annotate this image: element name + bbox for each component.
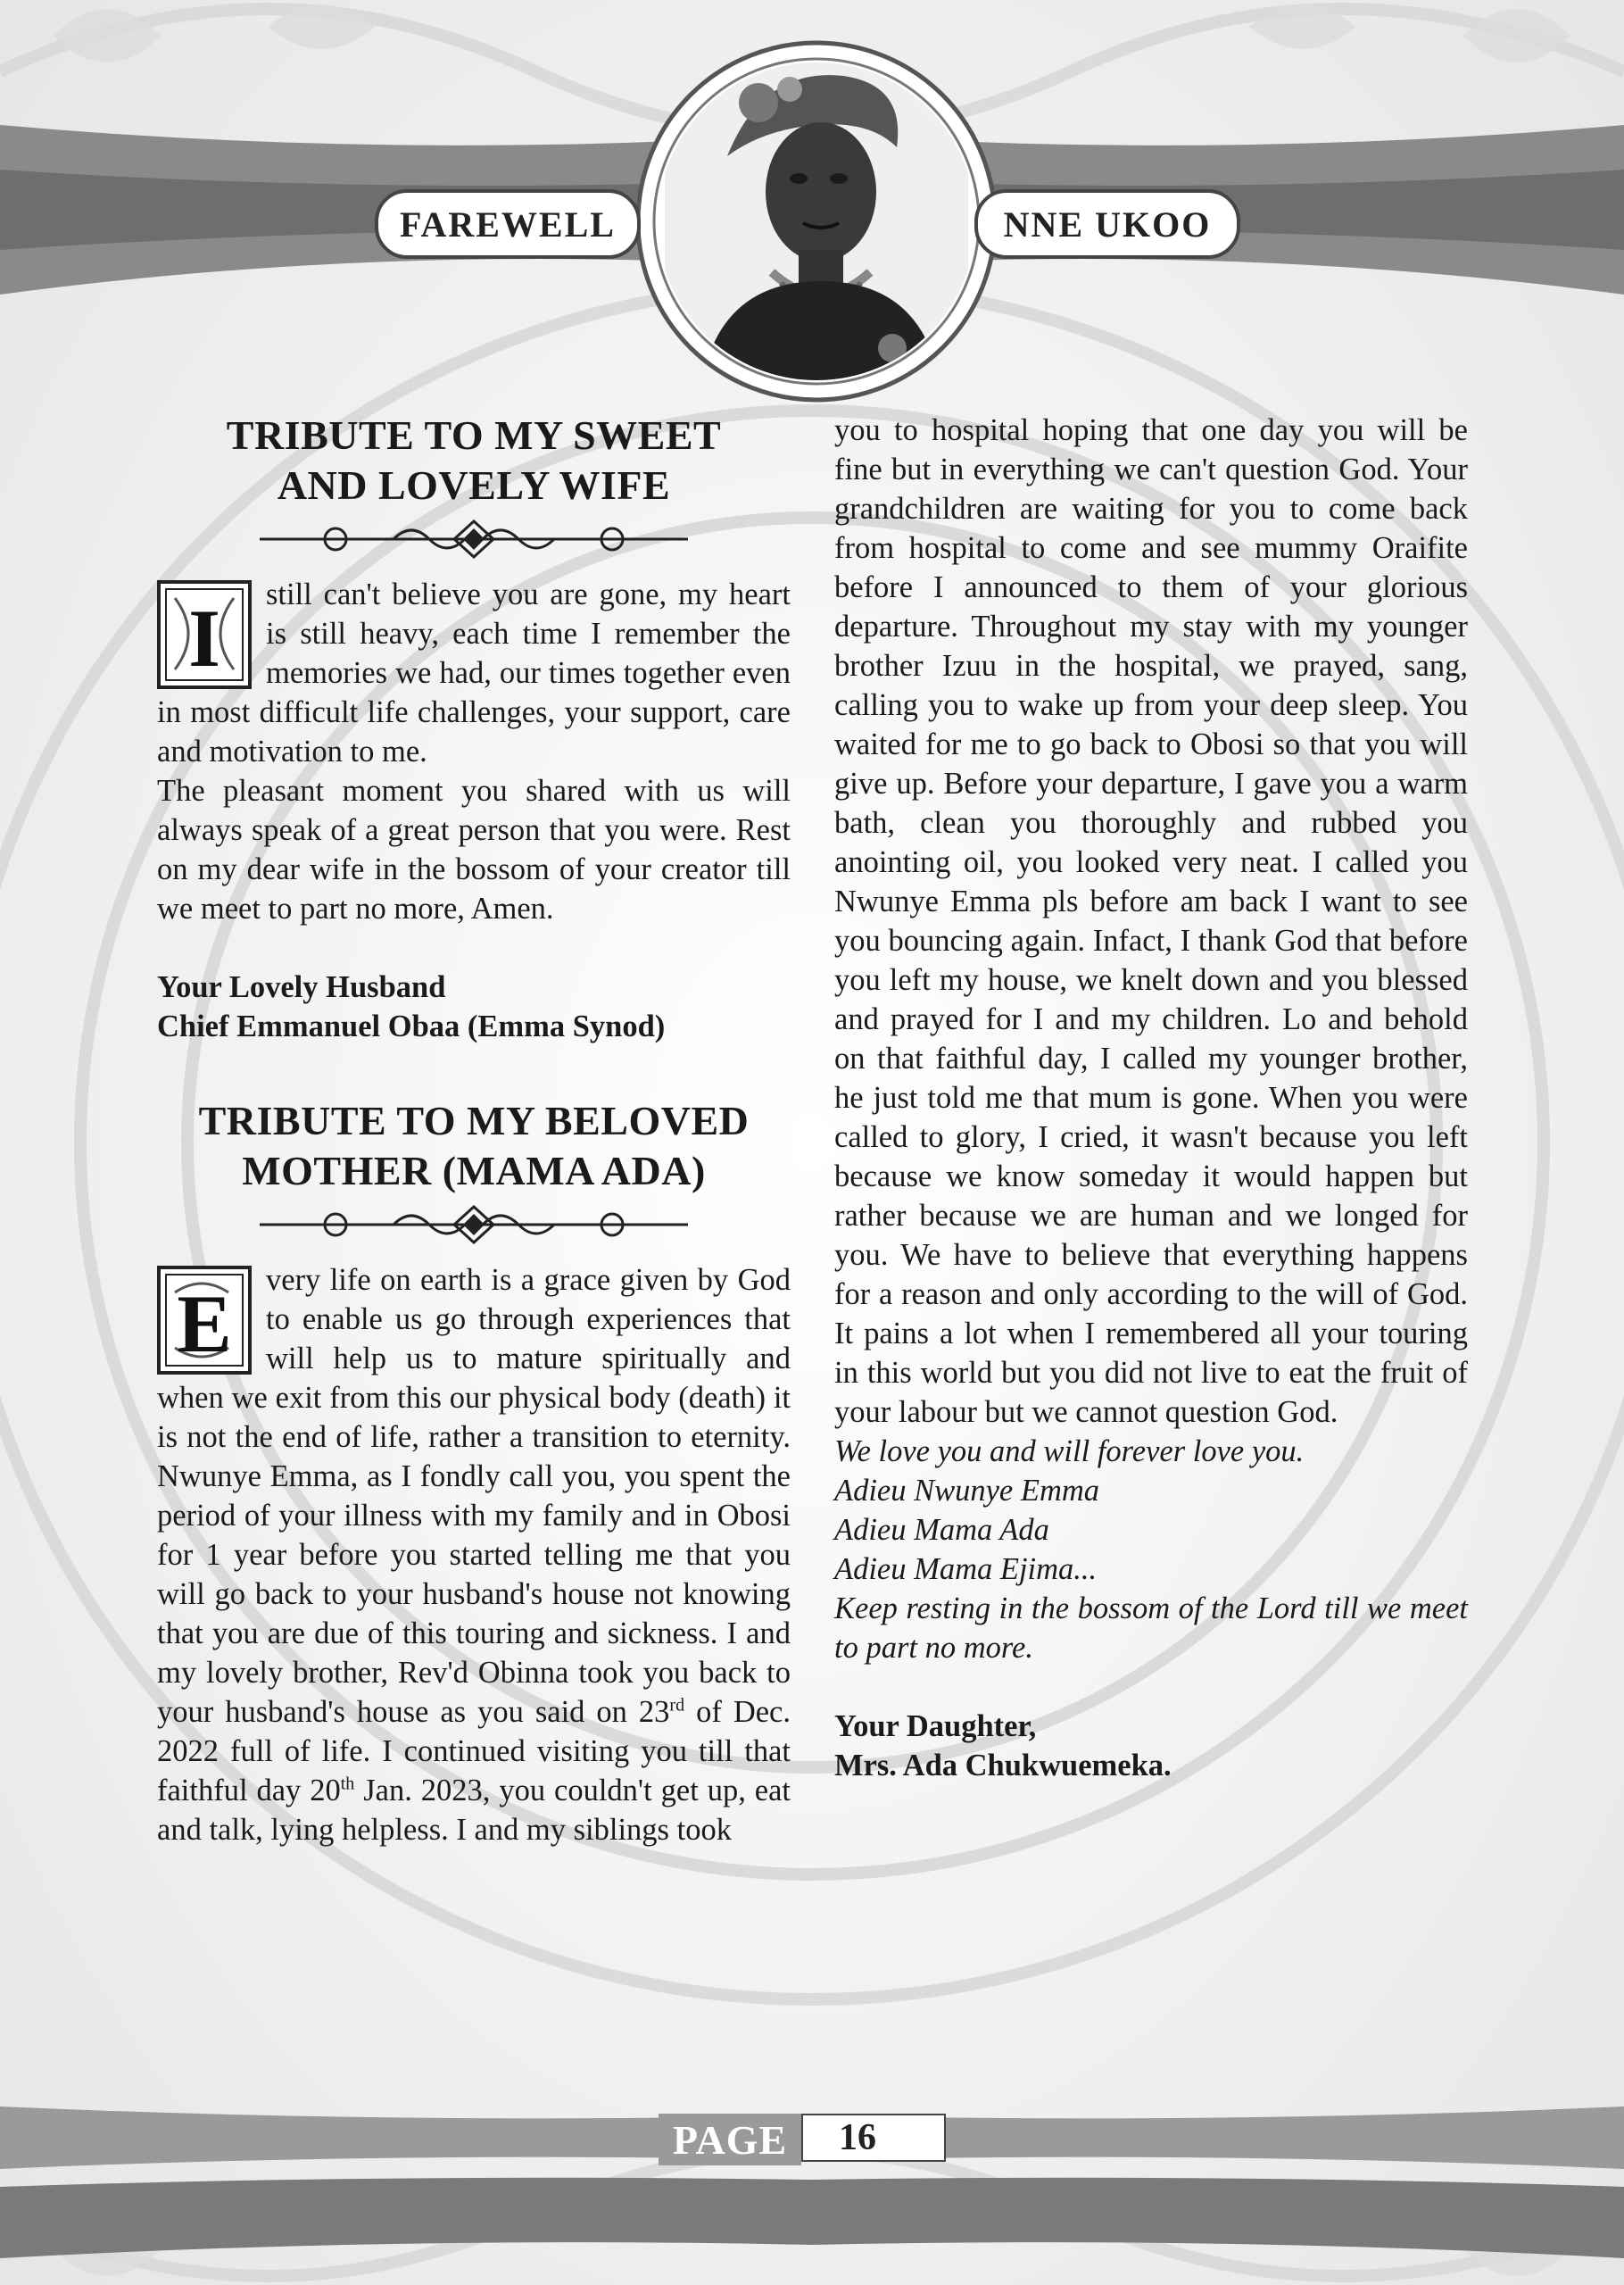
- tribute2-title-line2: MOTHER (MAMA ADA): [242, 1148, 706, 1193]
- tribute1-signature-line1: Your Lovely Husband: [157, 970, 446, 1004]
- tribute1-title-line1: TRIBUTE TO MY SWEET: [226, 412, 722, 458]
- tribute2-title: [157, 1096, 791, 1196]
- farewell-tag: FAREWELL: [375, 189, 641, 259]
- tribute2-paragraph-right: you to hospital hoping that one day you will be fine but in everything we can't question God. Your grandchildren are waiting for you to come back from hospital to come and see mummy Oraifite before I announced to them of your glorious departure. Throughout my stay with my younger brother Izuu in the hospital, we prayed, sang, calling you to wake up from your deep sleep. You waited for me to go back to Obosi so that you will give up. Before your departure, I gave you a warm bath, clean you thoroughly and rubbed you anointing oil, you looked very neat. I called you Nwunye Emma pls before am back I want to see you bouncing again. Infact, I thank God that before you left my house, we knelt down and you blessed and prayed for I and my children. Lo and behold on that faithful day, I called my younger brother, he just told me that mum is gone. When you were called to glory, I cried, it wasn't because you left because we know someday it would happen but rather because we are human and we longed for you. We have to believe that everything happens for a reason and only according to the will of God. It pains a lot when I remembered all your touring in this world but you did not live to eat the fruit of your labour but we cannot question God.: [834, 413, 1468, 1429]
- tribute1-paragraph1: still can't believe you are gone, my heart is still heavy, each time I remember the memories we had, our times together even in most difficult life challenges, your support, care and motivation to me.: [157, 577, 791, 769]
- dropcap-e-letter: E: [177, 1278, 232, 1369]
- dropcap-i-icon: [157, 580, 252, 689]
- tribute2-paragraph-left: [157, 1260, 791, 1849]
- tribute2-signature-line2: Mrs. Ada Chukwuemeka.: [834, 1749, 1172, 1782]
- flourish-divider-2: [251, 1205, 697, 1244]
- right-column: [834, 411, 1468, 1785]
- dropcap-e-icon: [157, 1266, 252, 1375]
- tribute1-title-line2: AND LOVELY WIFE: [277, 462, 671, 508]
- footer-band: [0, 2080, 1624, 2285]
- page-number: 16: [801, 2114, 946, 2162]
- tribute2-italic-line3: Adieu Mama Ada: [834, 1513, 1049, 1547]
- page-label: PAGE: [659, 2114, 801, 2165]
- tribute2-text-b: of Dec. 2022 full of life. I continued visiting you till that faithful day 20: [157, 1695, 791, 1807]
- tribute2-text-a: very life on earth is a grace given by God to enable us go through experiences that will help us to mature spiritually and when we exit from this our physical body (death) it is not the end of life, rather a transition to eternity. Nwunye Emma, as I fondly call you, you spent the period of your illness with my family and in Obosi for 1 year before you started telling me that you will go back to your husband's house not knowing that you are due of this touring and sickness. I and my lovely brother, Rev'd Obinna took you back to your husband's house as you said on 23: [157, 1263, 791, 1729]
- tribute2-italic-line2: Adieu Nwunye Emma: [834, 1474, 1100, 1508]
- tribute1-signature-line2: Chief Emmanuel Obaa (Emma Synod): [157, 1010, 666, 1043]
- tribute2-italic-line5: Keep resting in the bossom of the Lord till we meet to part no more.: [834, 1591, 1468, 1665]
- dropcap-i-letter: I: [188, 593, 220, 684]
- portrait-photo: [665, 49, 968, 388]
- left-column: [157, 411, 791, 1849]
- tribute2-sup-rd: rd: [669, 1695, 685, 1716]
- flourish-divider: [251, 519, 697, 559]
- nne-ukoo-tag: NNE UKOO: [974, 189, 1240, 259]
- tribute2-sup-th: th: [340, 1774, 355, 1794]
- tribute2-italic-line1: We love you and will forever love you.: [834, 1434, 1305, 1468]
- tribute2-italic-line4: Adieu Mama Ejima...: [834, 1552, 1098, 1586]
- tribute2-title-line1: TRIBUTE TO MY BELOVED: [198, 1098, 750, 1143]
- tribute1-paragraph2: The pleasant moment you shared with us will always speak of a great person that you were. Rest on my dear wife in the bossom of your creator till we meet to part no more, Amen.: [157, 774, 791, 926]
- tribute2-text-c: Jan. 2023, you couldn't get up, eat and talk, lying helpless. I and my siblings took: [157, 1774, 791, 1847]
- tribute1-title: [157, 411, 791, 511]
- tribute2-signature-line1: Your Daughter,: [834, 1709, 1037, 1743]
